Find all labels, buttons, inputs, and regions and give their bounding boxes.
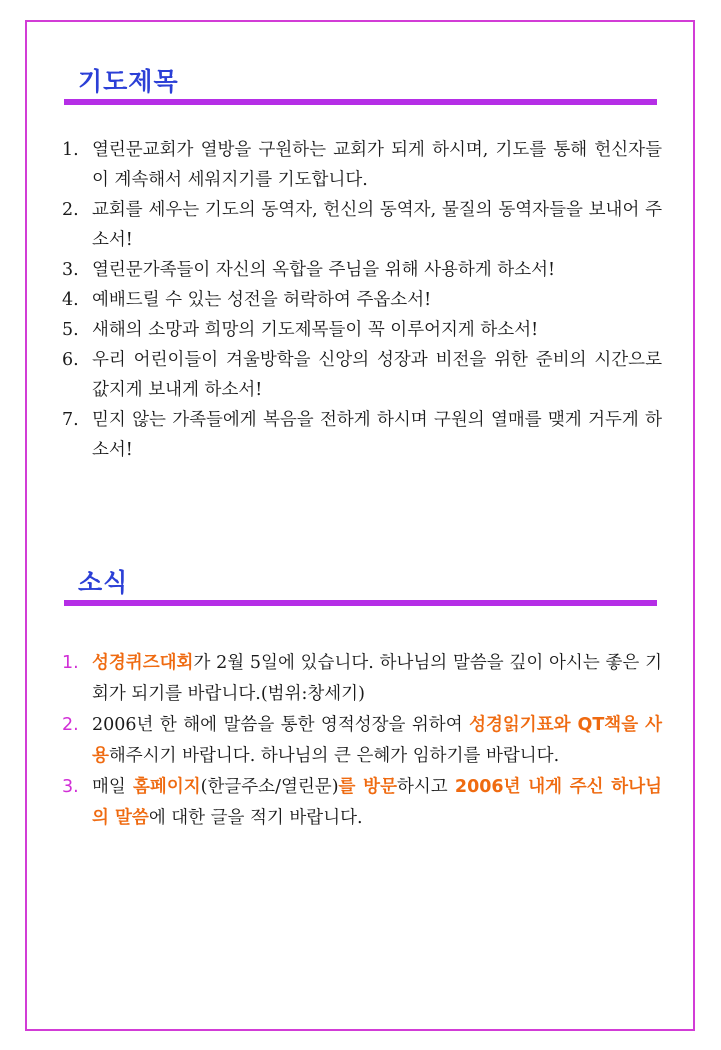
news-item-1: [62, 648, 662, 710]
prayer-item-1: [62, 135, 662, 195]
news-text: 하시고: [396, 777, 455, 797]
news-text: 매일: [92, 777, 134, 797]
news-highlight: 2006년 내게 주신 하나님의 말씀: [92, 777, 663, 828]
prayer-section-title: 기도제목: [78, 67, 179, 96]
news-list: [62, 648, 662, 834]
prayer-item-2: [62, 195, 662, 255]
prayer-item-5: [62, 315, 662, 345]
prayer-item-text: 새해의 소망과 희망의 기도제목들이 꼭 이루어지게 하소서!: [92, 320, 539, 340]
news-text: (한글주소/열린문): [200, 777, 339, 797]
prayer-item-number: 7.: [62, 410, 79, 430]
prayer-item-number: 4.: [62, 290, 79, 310]
news-section-title: 소식: [78, 568, 129, 597]
prayer-item-text: 열린문가족들이 자신의 옥합을 주님을 위해 사용하게 하소서!: [92, 260, 556, 280]
news-item-number: 1.: [62, 653, 79, 673]
prayer-item-3: [62, 255, 662, 285]
prayer-item-4: [62, 285, 662, 315]
news-item-3: [62, 772, 662, 834]
news-highlight: 성경읽기표와 QT책을 사용: [92, 715, 662, 766]
prayer-title-rule: [64, 99, 657, 105]
news-item-number: 2.: [62, 715, 79, 735]
prayer-item-text: 우리 어린이들이 겨울방학을 신앙의 성장과 비전을 위한 준비의 시간으로 값지게 보내게 하소서!: [92, 350, 662, 400]
prayer-item-number: 5.: [62, 320, 79, 340]
prayer-item-number: 3.: [62, 260, 79, 280]
news-highlight: 홈페이지: [133, 777, 201, 797]
news-highlight: 성경퀴즈대회: [92, 653, 194, 673]
news-text: 에 대한 글을 적기 바랍니다.: [148, 808, 363, 828]
prayer-item-7: [62, 405, 662, 465]
news-highlight: 를 방문: [338, 777, 397, 797]
prayer-item-number: 1.: [62, 140, 79, 160]
news-title-rule: [64, 600, 657, 606]
news-text: 2006년 한 해에 말씀을 통한 영적성장을 위하여: [92, 715, 470, 735]
news-text: 가 2월 5일에 있습니다. 하나님의 말씀을 깊이 아시는 좋은 기회가 되기를 바랍니다.(범위:창세기): [92, 653, 662, 704]
prayer-item-text: 열린문교회가 열방을 구원하는 교회가 되게 하시며, 기도를 통해 헌신자들이 계속해서 세워지기를 기도합니다.: [92, 140, 662, 190]
prayer-item-text: 예배드릴 수 있는 성전을 허락하여 주옵소서!: [92, 290, 432, 310]
prayer-item-number: 6.: [62, 350, 79, 370]
prayer-item-number: 2.: [62, 200, 79, 220]
prayer-item-text: 믿지 않는 가족들에게 복음을 전하게 하시며 구원의 열매를 맺게 거두게 하소서!: [92, 410, 662, 460]
news-item-2: [62, 710, 662, 772]
news-text: 해주시기 바랍니다. 하나님의 큰 은혜가 임하기를 바랍니다.: [108, 746, 560, 766]
news-item-number: 3.: [62, 777, 79, 797]
prayer-list: [62, 135, 662, 465]
prayer-item-text: 교회를 세우는 기도의 동역자, 헌신의 동역자, 물질의 동역자들을 보내어 주소서!: [92, 200, 662, 250]
prayer-item-6: [62, 345, 662, 405]
